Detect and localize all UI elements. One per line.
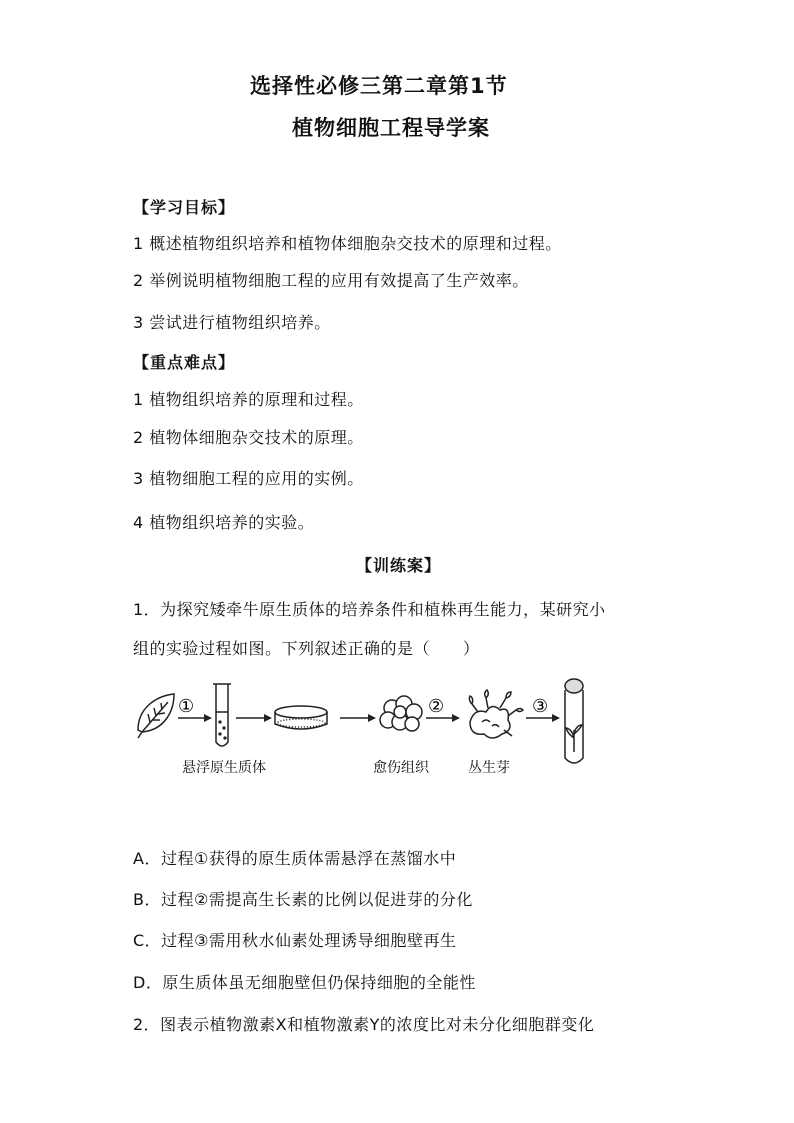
petri-dish-icon	[275, 706, 327, 729]
option-b: B．过程②需提高生长素的比例以促进芽的分化	[133, 890, 473, 909]
key-point-item-4: 4 植物组织培养的实验。	[133, 513, 315, 532]
experiment-process-figure	[134, 678, 594, 768]
objective-item-2: 2 举例说明植物细胞工程的应用有效提高了生产效率。	[133, 271, 529, 290]
step-2-marker: ②	[428, 696, 445, 717]
option-a: A．过程①获得的原生质体需悬浮在蒸馏水中	[133, 849, 457, 868]
question-1-stem-line-1: 1．为探究矮牵牛原生质体的培养条件和植株再生能力，某研究小	[133, 600, 606, 619]
objectives-heading: 【学习目标】	[133, 198, 236, 217]
training-heading: 【训练案】	[356, 556, 442, 575]
option-c: C．过程③需用秋水仙素处理诱导细胞壁再生	[133, 931, 457, 950]
arrow-to-callus	[340, 714, 376, 722]
callus-icon	[380, 696, 422, 731]
objective-item-1: 1 概述植物组织培养和植物体细胞杂交技术的原理和过程。	[133, 234, 562, 253]
label-callus: 愈伤组织	[373, 760, 429, 776]
plantlet-tube-icon	[565, 679, 583, 763]
question-1-stem-line-2: 组的实验过程如图。下列叙述正确的是（ ）	[133, 639, 480, 658]
test-tube-icon	[213, 684, 231, 746]
arrow-to-dish	[236, 714, 272, 722]
key-points-heading: 【重点难点】	[133, 353, 236, 372]
option-d: D．原生质体虽无细胞壁但仍保持细胞的全能性	[133, 973, 476, 992]
step-1-marker: ①	[178, 696, 195, 717]
page-title: 选择性必修三第二章第1节	[250, 74, 508, 98]
buds-cluster-icon	[469, 690, 523, 738]
step-3-marker: ③	[532, 696, 549, 717]
page-subtitle: 植物细胞工程导学案	[292, 116, 490, 140]
objective-item-3: 3 尝试进行植物组织培养。	[133, 313, 331, 332]
question-2-stem-line-1: 2．图表示植物激素X和植物激素Y的浓度比对未分化细胞群变化	[133, 1015, 595, 1034]
key-point-item-2: 2 植物体细胞杂交技术的原理。	[133, 428, 364, 447]
label-cluster-buds: 丛生芽	[468, 760, 510, 776]
key-point-item-3: 3 植物细胞工程的应用的实例。	[133, 469, 364, 488]
leaf-icon	[138, 694, 174, 738]
label-suspended-protoplast: 悬浮原生质体	[182, 760, 266, 776]
key-point-item-1: 1 植物组织培养的原理和过程。	[133, 390, 364, 409]
